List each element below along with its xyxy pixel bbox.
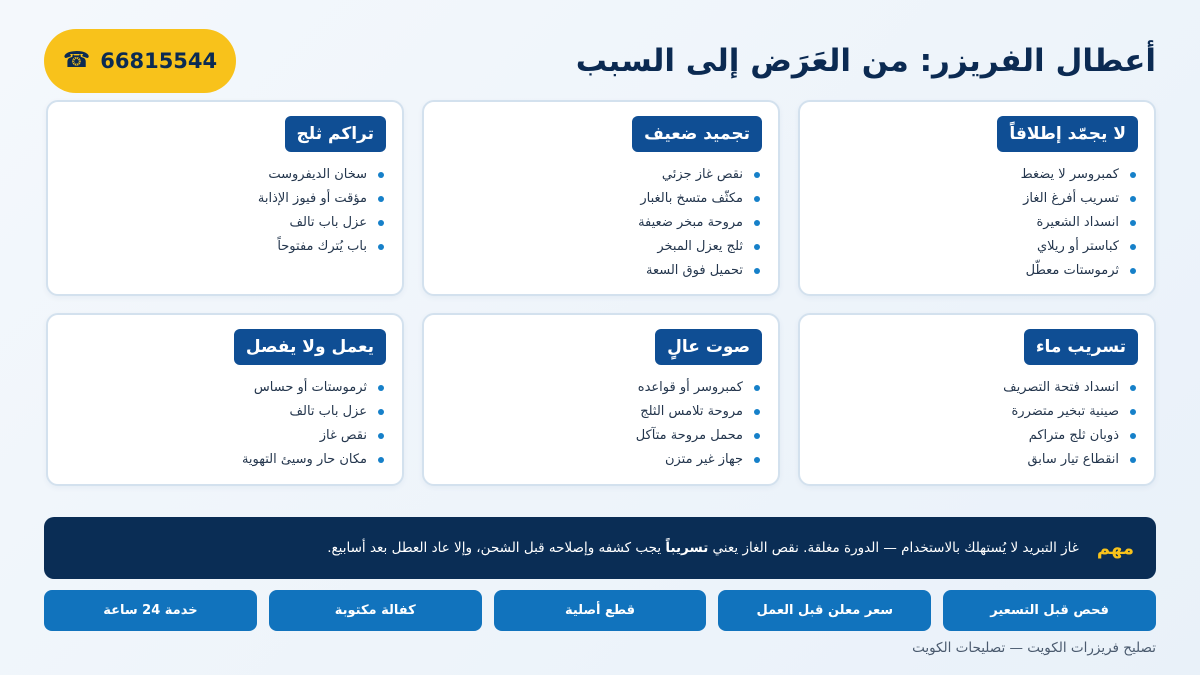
phone-button[interactable] (44, 29, 236, 93)
cause-list (816, 163, 1138, 283)
bullet-icon (1130, 433, 1136, 439)
bullet-icon (378, 172, 384, 178)
feature-inspection-button[interactable]: فحص قبل التسعير (943, 590, 1156, 631)
bullet-icon (754, 409, 760, 415)
bullet-icon (378, 196, 384, 202)
feature-buttons (44, 590, 1156, 631)
card-title: لا يجمّد إطلاقاً (997, 116, 1138, 152)
feature-price-button[interactable]: سعر معلن قبل العمل (718, 590, 931, 631)
list-item-text: عزل باب تالف (289, 215, 367, 231)
bullet-icon (1130, 172, 1136, 178)
list-item-text: عزل باب تالف (289, 404, 367, 420)
card-title: تسريب ماء (1024, 329, 1138, 365)
list-item-text: نقص غاز جزئي (661, 167, 743, 183)
list-item (816, 448, 1138, 472)
list-item-text: انسداد الشعيرة (1036, 215, 1119, 231)
list-item-text: مؤقت أو فيوز الإذابة (257, 191, 367, 207)
telephone-icon: ☎ (62, 48, 91, 73)
note-text-after: يجب كشفه وإصلاحه قبل الشحن، وإلا عاد العطل بعد أسابيع. (327, 540, 666, 556)
list-item (64, 211, 386, 235)
list-item-text: ثلج يعزل المبخر (657, 239, 743, 255)
list-item (440, 187, 762, 211)
note-text-before: غاز التبريد لا يُستهلك بالاستخدام — الدورة مغلقة. نقص الغاز يعني (708, 540, 1079, 556)
card-title: تراكم ثلج (285, 116, 387, 152)
list-item-text: نقص غاز (319, 428, 367, 444)
list-item-text: مكثّف متسخ بالغبار (640, 191, 743, 207)
phone-number: 66815544 (100, 49, 218, 73)
list-item (440, 211, 762, 235)
list-item-text: مكان حار وسيئ التهوية (241, 452, 367, 468)
card-title: صوت عالٍ (655, 329, 762, 365)
list-item-text: سخان الديفروست (268, 167, 367, 183)
list-item (440, 235, 762, 259)
list-item-text: باب يُترك مفتوحاً (277, 239, 367, 255)
card-water-leak (798, 313, 1156, 486)
list-item (440, 448, 762, 472)
bullet-icon (754, 220, 760, 226)
bullet-icon (378, 457, 384, 463)
card-no-freezing (798, 100, 1156, 296)
card-runs-nonstop (46, 313, 404, 486)
list-item (64, 235, 386, 259)
list-item-text: تحميل فوق السعة (646, 263, 743, 279)
bullet-icon (378, 244, 384, 250)
list-item (816, 235, 1138, 259)
card-loud-noise (422, 313, 780, 486)
cause-list (64, 376, 386, 472)
list-item-text: مروحة تلامس الثلج (640, 404, 743, 420)
bullet-icon (1130, 244, 1136, 250)
list-item (64, 424, 386, 448)
list-item-text: ثرموستات أو حساس (253, 380, 367, 396)
list-item-text: كمبروسر لا يضغط (1020, 167, 1119, 183)
bullet-icon (754, 196, 760, 202)
note-text (327, 540, 1079, 556)
list-item (816, 400, 1138, 424)
page-header (44, 28, 1156, 94)
footer-text: تصليح فريزرات الكويت — تصليحات الكويت (912, 640, 1156, 656)
list-item (816, 376, 1138, 400)
list-item (64, 163, 386, 187)
list-item (816, 163, 1138, 187)
bullet-icon (1130, 268, 1136, 274)
list-item (64, 448, 386, 472)
feature-original-parts-button[interactable]: قطع أصلية (494, 590, 707, 631)
list-item (440, 259, 762, 283)
note-label: مهم (1096, 537, 1134, 559)
list-item (64, 400, 386, 424)
card-title: يعمل ولا يفصل (234, 329, 386, 365)
feature-24h-button[interactable]: خدمة 24 ساعة (44, 590, 257, 631)
bullet-icon (378, 433, 384, 439)
list-item (816, 211, 1138, 235)
bullet-icon (1130, 409, 1136, 415)
bullet-icon (378, 385, 384, 391)
list-item-text: كمبروسر أو قواعده (637, 380, 743, 396)
list-item (64, 187, 386, 211)
bullet-icon (754, 244, 760, 250)
bullet-icon (378, 409, 384, 415)
list-item-text: انقطاع تيار سابق (1027, 452, 1119, 468)
list-item (440, 400, 762, 424)
list-item-text: صينية تبخير متضررة (1011, 404, 1119, 420)
symptoms-grid (44, 100, 1156, 486)
list-item-text: ثرموستات معطّل (1025, 263, 1119, 279)
important-note (44, 517, 1156, 579)
list-item-text: انسداد فتحة التصريف (1003, 380, 1119, 396)
list-item (440, 376, 762, 400)
bullet-icon (1130, 385, 1136, 391)
bullet-icon (754, 385, 760, 391)
page-title: أعطال الفريزر: من العَرَض إلى السبب (575, 43, 1156, 79)
list-item (440, 424, 762, 448)
list-item-text: جهاز غير متزن (664, 452, 743, 468)
card-weak-freezing (422, 100, 780, 296)
bullet-icon (754, 172, 760, 178)
list-item-text: تسريب أفرغ الغاز (1023, 191, 1119, 207)
cause-list (64, 163, 386, 259)
bullet-icon (754, 457, 760, 463)
list-item (816, 187, 1138, 211)
card-ice-buildup (46, 100, 404, 296)
cause-list (440, 163, 762, 283)
bullet-icon (1130, 196, 1136, 202)
bullet-icon (754, 433, 760, 439)
card-title: تجميد ضعيف (632, 116, 762, 152)
bullet-icon (1130, 457, 1136, 463)
list-item (816, 259, 1138, 283)
list-item (440, 163, 762, 187)
note-emphasis: تسريباً (665, 540, 709, 556)
list-item-text: ذوبان ثلج متراكم (1028, 428, 1119, 444)
bullet-icon (754, 268, 760, 274)
cause-list (440, 376, 762, 472)
list-item (816, 424, 1138, 448)
list-item-text: كباستر أو ريلاي (1036, 239, 1119, 255)
bullet-icon (378, 220, 384, 226)
feature-warranty-button[interactable]: كفالة مكتوبة (269, 590, 482, 631)
list-item-text: محمل مروحة متآكل (635, 428, 743, 444)
list-item-text: مروحة مبخر ضعيفة (638, 215, 743, 231)
list-item (64, 376, 386, 400)
bullet-icon (1130, 220, 1136, 226)
cause-list (816, 376, 1138, 472)
